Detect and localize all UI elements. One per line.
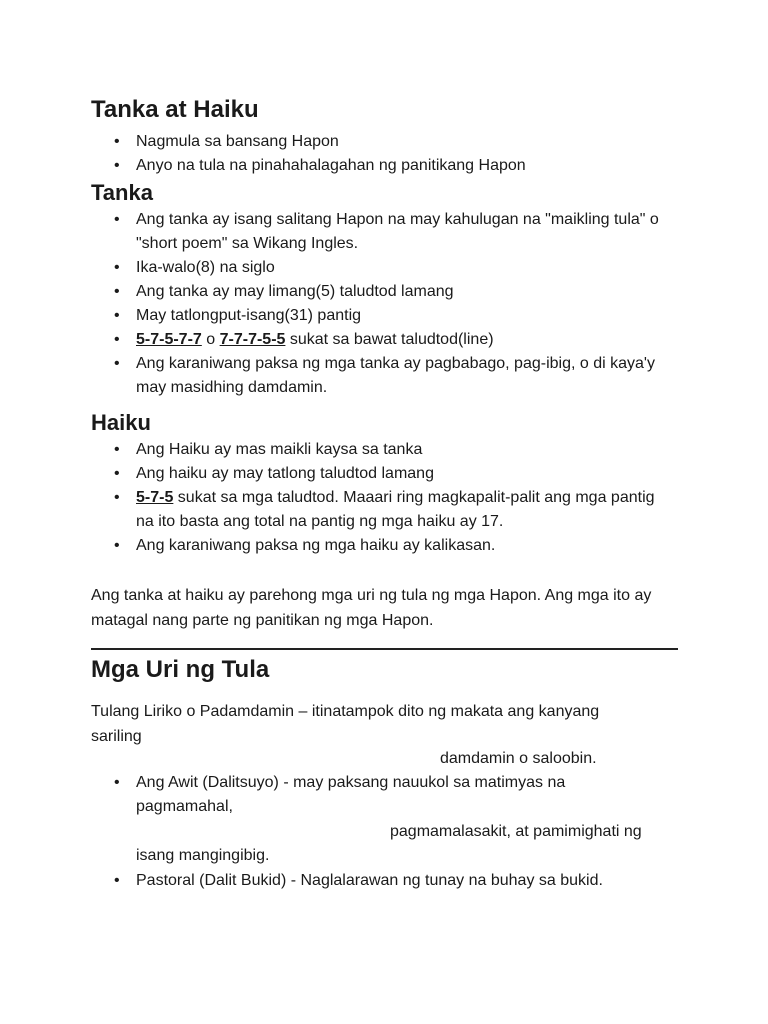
liriko-line: sariling	[91, 728, 142, 745]
page-title: Tanka at Haiku	[91, 96, 259, 123]
liriko-line: Tulang Liriko o Padamdamin – itinatampok dito ng makata ang kanyang	[91, 703, 600, 720]
uri-list	[112, 771, 672, 819]
list-item: • Ang tanka ay isang salitang Hapon na may kahulugan na "maikling tula" o "short poem" sa Wikang Ingles.	[114, 211, 659, 252]
list-item: • Anyo na tula na pinahahalagahan ng panitikang Hapon	[114, 157, 526, 174]
list-item-text: Ang karaniwang paksa ng mga haiku ay kalikasan.	[136, 537, 496, 554]
list-item: • Pastoral (Dalit Bukid) - Naglalarawan ng tunay na buhay sa bukid.	[114, 872, 603, 889]
pattern-haiku: 5-7-5	[136, 489, 174, 506]
list-item: • Ang karaniwang paksa ng mga haiku ay kalikasan.	[114, 537, 496, 554]
uri-list-2	[112, 869, 672, 893]
divider-rule	[91, 648, 678, 650]
list-item: • Ang Haiku ay mas maikli kaysa sa tanka	[114, 441, 423, 458]
haiku-list	[112, 438, 672, 558]
awit-line: pagmamahal,	[136, 798, 233, 815]
pattern-tanka-a: 5-7-5-7-7	[136, 331, 202, 348]
list-item-text: Ang haiku ay may tatlong taludtod lamang	[136, 465, 434, 482]
list-item: • Ang Awit (Dalitsuyo) - may paksang nauukol sa matimyas na	[114, 774, 566, 791]
pattern-tanka-b: 7-7-7-5-5	[219, 331, 286, 348]
list-item: • Ika-walo(8) na siglo	[114, 259, 275, 276]
list-item: • May tatlongput-isang(31) pantig	[114, 307, 362, 324]
liriko-line: damdamin o saloobin.	[440, 750, 597, 767]
list-item-text: sukat sa mga taludtod. Maaari ring magkapalit-palit ang mga pantig na ito basta ang total na pantig ng mga haiku ay 17.	[136, 489, 659, 530]
haiku-heading: Haiku	[91, 410, 151, 435]
awit-line: isang mangingibig.	[136, 847, 270, 864]
list-item-text: sukat sa bawat taludtod(line)	[285, 331, 494, 348]
list-item: • Ang tanka ay may limang(5) taludtod lamang	[114, 283, 454, 300]
list-item: • Nagmula sa bansang Hapon	[114, 133, 339, 150]
list-item-text: May tatlongput-isang(31) pantig	[136, 307, 362, 324]
list-item: • 5-7-5-7-7 o 7-7-7-5-5 sukat sa bawat taludtod(line)	[114, 331, 494, 348]
joiner-text: o	[201, 331, 220, 348]
liriko-paragraph	[91, 699, 681, 749]
list-item: • 5-7-5 sukat sa mga taludtod. Maaari ring magkapalit-palit ang mga pantig na ito basta ang total na pantig ng mga haiku ay 17.	[114, 489, 659, 530]
list-item-text: Ika-walo(8) na siglo	[136, 259, 275, 276]
tanka-heading: Tanka	[91, 180, 153, 205]
tanka-list	[112, 208, 672, 400]
list-item-text: Ang tanka ay isang salitang Hapon na may kahulugan na "maikling tula" o "short poem" sa Wikang Ingles.	[136, 211, 659, 252]
intro-list	[112, 130, 672, 178]
awit-line: pagmamalasakit, at pamimighati ng	[390, 823, 642, 840]
list-item: • Ang haiku ay may tatlong taludtod lamang	[114, 465, 434, 482]
list-item: • Ang karaniwang paksa ng mga tanka ay pagbabago, pag-ibig, o di kaya'y may masidhing damdamin.	[114, 355, 655, 396]
list-item-text: Nagmula sa bansang Hapon	[136, 133, 339, 150]
list-item-text: Anyo na tula na pinahahalagahan ng panitikang Hapon	[136, 157, 526, 174]
list-item-text: Ang karaniwang paksa ng mga tanka ay pagbabago, pag-ibig, o di kaya'y may masidhing damdamin.	[136, 355, 655, 396]
uri-heading: Mga Uri ng Tula	[91, 656, 270, 683]
list-item-text: Ang Haiku ay mas maikli kaysa sa tanka	[136, 441, 423, 458]
summary-paragraph: Ang tanka at haiku ay parehong mga uri ng tula ng mga Hapon. Ang mga ito ay matagal nang parte ng panitikan ng mga Hapon.	[91, 587, 652, 629]
awit-line: Ang Awit (Dalitsuyo) - may paksang nauukol sa matimyas na	[136, 774, 566, 791]
list-item-continuation	[112, 795, 672, 819]
list-item-text: Ang tanka ay may limang(5) taludtod lamang	[136, 283, 454, 300]
list-item-text: Pastoral (Dalit Bukid) - Naglalarawan ng tunay na buhay sa bukid.	[136, 872, 603, 889]
